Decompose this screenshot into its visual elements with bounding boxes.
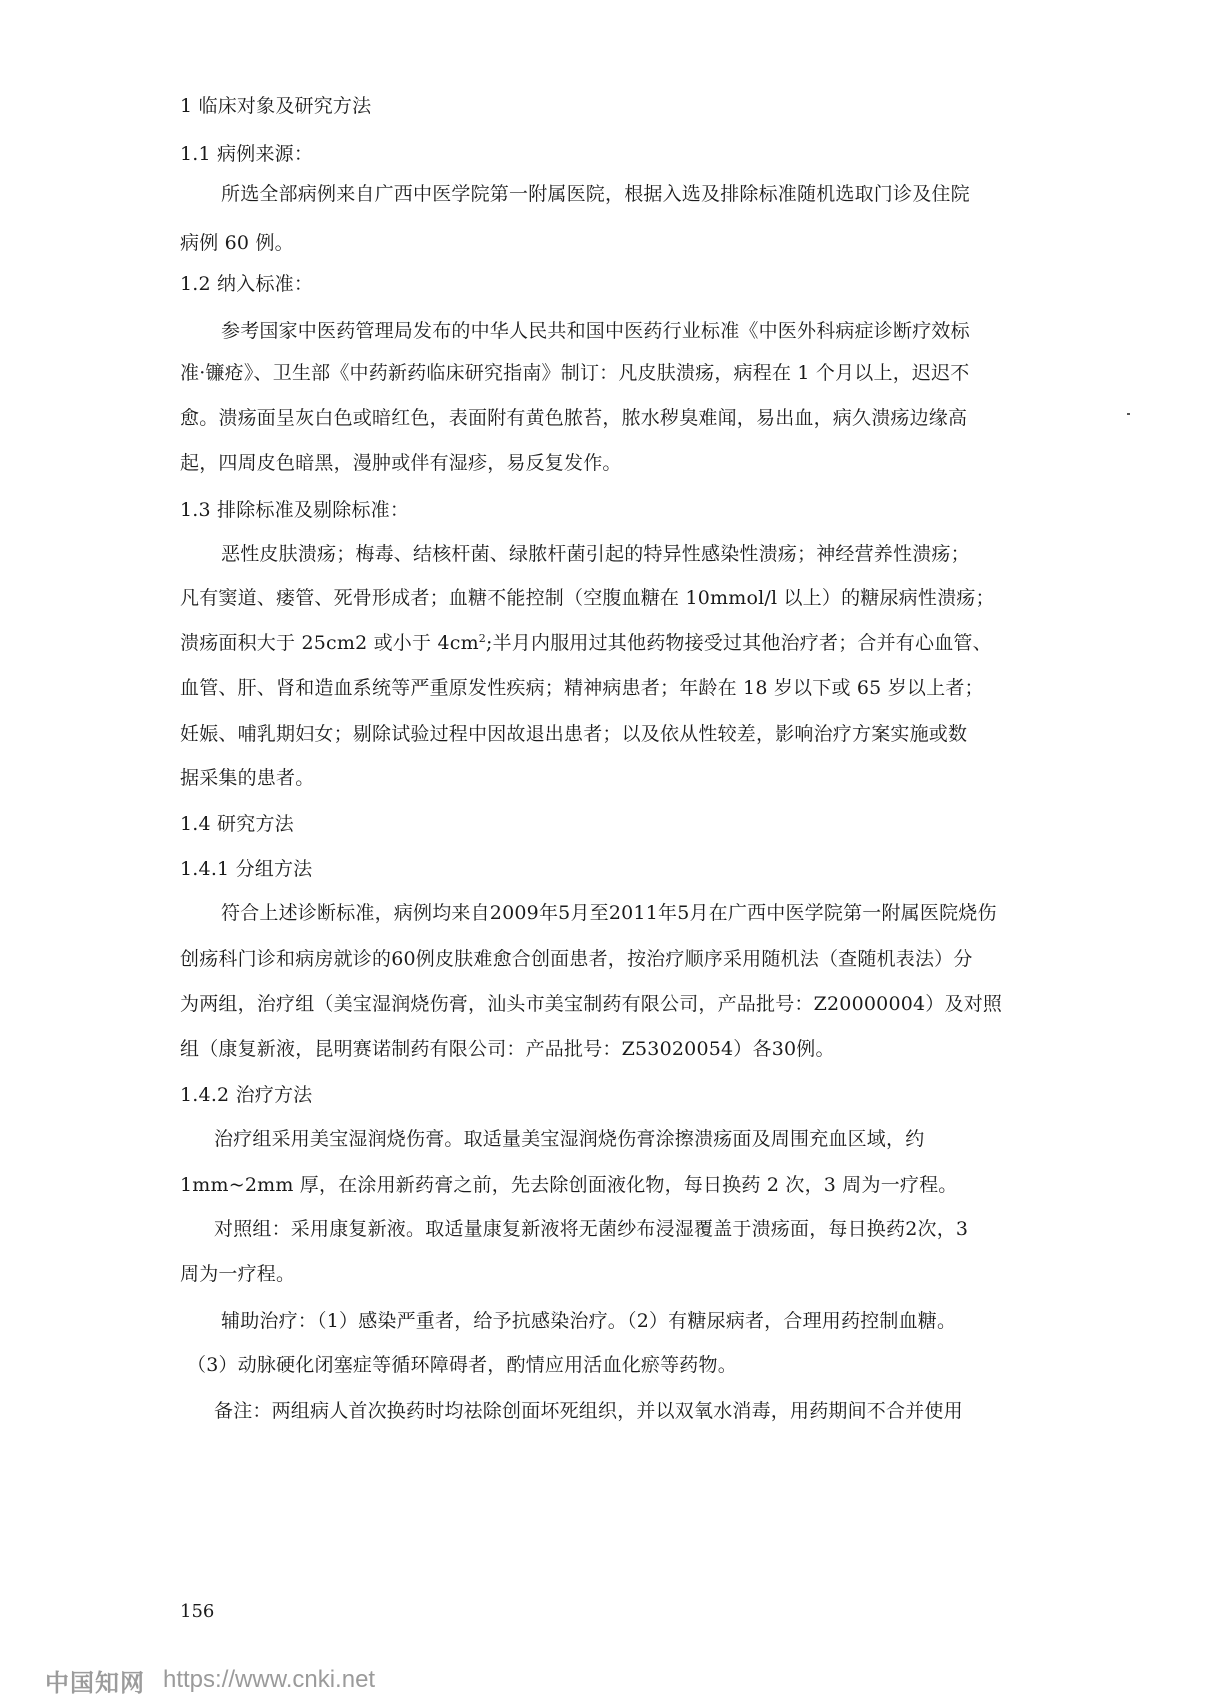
paragraph-line: 愈。溃疡面呈灰白色或暗红色，表面附有黄色脓苔，脓水秽臭难闻，易出血，病久溃疡边缘高 (180, 407, 968, 429)
paragraph-line: 治疗组采用美宝湿润烧伤膏。取适量美宝湿润烧伤膏涂擦溃疡面及周围充血区域，约 (214, 1128, 925, 1150)
section-heading-1-1: 1.1 病例来源： (180, 143, 314, 165)
paragraph-line: 血管、肝、肾和造血系统等严重原发性疾病；精神病患者；年龄在 18 岁以下或 65 岁以上者； (180, 677, 984, 699)
text-segment: 溃疡面积大于 25cm2 或小于 4cm (180, 632, 479, 654)
paragraph-line: （3）动脉硬化闭塞症等循环障碍者，酌情应用活血化瘀等药物。 (187, 1354, 737, 1376)
page-number: 156 (180, 1601, 215, 1622)
section-heading-1-4: 1.4 研究方法 (180, 813, 294, 835)
paragraph-line: 参考国家中医药管理局发布的中华人民共和国中医药行业标准《中医外科病症诊断疗效标 (221, 320, 970, 342)
paragraph-line: 准·镰疮》、卫生部《中药新药临床研究指南》制订：凡皮肤溃疡，病程在 1 个月以上，迟迟不 (180, 362, 970, 384)
paragraph-line: 所选全部病例来自广西中医学院第一附属医院，根据入选及排除标准随机选取门诊及住院 (221, 183, 970, 205)
section-heading-1-4-1: 1.4.1 分组方法 (180, 858, 313, 880)
paragraph-line: 对照组：采用康复新液。取适量康复新液将无菌纱布浸湿覆盖于溃疡面，每日换药2次，3 (214, 1218, 969, 1240)
section-heading-1-2: 1.2 纳入标准： (180, 273, 314, 295)
watermark-footer (45, 1665, 375, 1695)
cnki-logo: 中国知网 (45, 1668, 145, 1697)
paragraph-line: 起，四周皮色暗黑，漫肿或伴有湿疹，易反复发作。 (180, 452, 622, 474)
paragraph-line: 据采集的患者。 (180, 767, 315, 789)
section-heading-1: 1 临床对象及研究方法 (180, 95, 372, 117)
paragraph-line: 病例 60 例。 (180, 232, 294, 254)
paragraph-line: 1mm~2mm 厚，在涂用新药膏之前，先去除创面液化物，每日换药 2 次，3 周为一疗程。 (180, 1174, 958, 1196)
paragraph-line: 辅助治疗：（1）感染严重者，给予抗感染治疗。（2）有糖尿病者，合理用药控制血糖。 (221, 1310, 957, 1332)
paragraph-line: 符合上述诊断标准，病例均来自2009年5月至2011年5月在广西中医学院第一附属医院烧伤 (221, 902, 997, 924)
paragraph-line: 组（康复新液，昆明赛诺制药有限公司：产品批号：Z53020054）各30例。 (180, 1038, 835, 1060)
paragraph-line: 恶性皮肤溃疡；梅毒、结核杆菌、绿脓杆菌引起的特异性感染性溃疡；神经营养性溃疡； (221, 543, 970, 565)
paragraph-line: 创疡科门诊和病房就诊的60例皮肤难愈合创面患者，按治疗顺序采用随机法（查随机表法）分 (180, 948, 973, 970)
scan-speck (1127, 413, 1130, 415)
paragraph-line: 为两组，治疗组（美宝湿润烧伤膏，汕头市美宝制药有限公司，产品批号：Z20000004）及对照 (180, 993, 1003, 1015)
text-segment: ;半月内服用过其他药物接受过其他治疗者；合并有心血管、 (486, 632, 992, 654)
cnki-url: https://www.cnki.net (163, 1666, 376, 1693)
superscript-2: 2 (478, 632, 486, 645)
section-heading-1-3: 1.3 排除标准及剔除标准： (180, 499, 410, 521)
section-heading-1-4-2: 1.4.2 治疗方法 (180, 1084, 313, 1106)
paragraph-line: 凡有窦道、瘘管、死骨形成者；血糖不能控制（空腹血糖在 10mmol/l 以上）的糖尿病性溃疡； (180, 587, 995, 609)
paragraph-line: 备注：两组病人首次换药时均祛除创面坏死组织，并以双氧水消毒，用药期间不合并使用 (214, 1400, 963, 1422)
paragraph-line-with-superscript (180, 629, 992, 657)
paragraph-line: 周为一疗程。 (180, 1263, 296, 1285)
paragraph-line: 妊娠、哺乳期妇女；剔除试验过程中因故退出患者；以及依从性较差，影响治疗方案实施或数 (180, 723, 968, 745)
